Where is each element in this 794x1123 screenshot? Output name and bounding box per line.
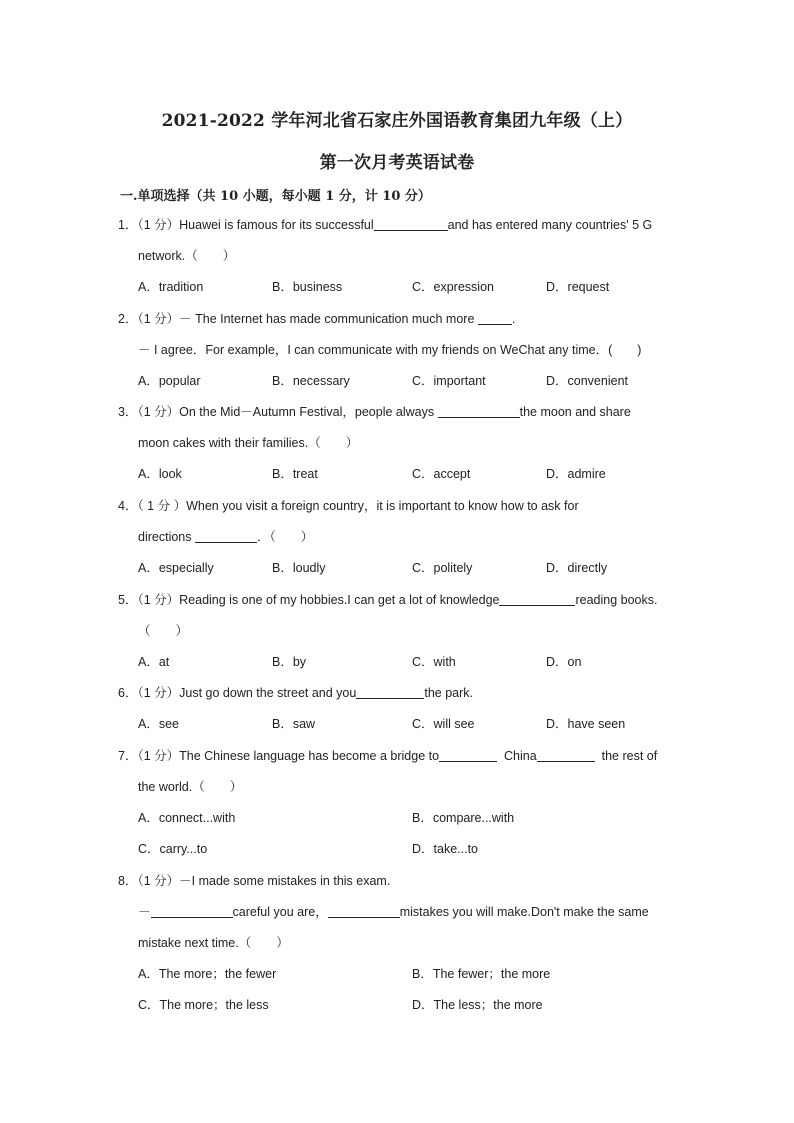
answer-blank <box>478 310 512 325</box>
options-row <box>118 272 678 303</box>
question-text: －I made some mistakes in this exam. <box>179 874 391 888</box>
option-d[interactable]: D．have seen <box>546 717 626 731</box>
question-text: Huawei is famous for its successful <box>179 218 374 232</box>
options-row <box>118 834 678 865</box>
option-b[interactable]: B．necessary <box>272 374 350 388</box>
option-b[interactable]: B．compare...with <box>412 811 515 825</box>
question-continuation: － I agree．For example，I can communicate with my friends on WeChat any time．( ) <box>138 343 642 357</box>
option-d[interactable]: D．take...to <box>412 842 478 856</box>
question-5 <box>118 585 678 678</box>
option-a[interactable]: A．at <box>138 655 170 669</box>
answer-blank <box>328 903 400 918</box>
question-text: － <box>138 905 151 919</box>
options-row <box>118 959 678 990</box>
question-text: the rest of <box>601 749 658 763</box>
question-text: mistakes you will make.Don't make the same <box>399 905 649 919</box>
question-text: The Chinese language has become a bridge to <box>179 749 440 763</box>
question-text: － The Internet has made communication much more <box>179 312 475 326</box>
question-8 <box>118 866 678 1021</box>
question-text: directions <box>138 530 192 544</box>
option-d[interactable]: D．request <box>546 280 610 294</box>
option-a[interactable]: A．look <box>138 467 182 481</box>
question-4 <box>118 491 678 584</box>
question-continuation: moon cakes with their families.（ ） <box>138 436 359 450</box>
options-row <box>118 366 678 397</box>
question-number: 4．（ 1 分 ） <box>118 499 187 513</box>
option-c[interactable]: C．important <box>412 374 486 388</box>
options-row <box>118 803 678 834</box>
options-row <box>118 553 678 584</box>
answer-blank <box>195 528 257 543</box>
options-row <box>118 709 678 740</box>
option-d[interactable]: D．convenient <box>546 374 628 388</box>
option-c[interactable]: C．with <box>412 655 456 669</box>
option-c[interactable]: C．will see <box>412 717 475 731</box>
question-number: 8．（1 分） <box>118 874 180 888</box>
question-number: 7．（1 分） <box>118 749 180 763</box>
options-row <box>118 647 678 678</box>
answer-blank <box>151 903 233 918</box>
option-b[interactable]: B．treat <box>272 467 318 481</box>
question-number: 2．（1 分） <box>118 312 180 326</box>
option-b[interactable]: B．by <box>272 655 307 669</box>
question-text: the park. <box>424 686 473 700</box>
answer-blank <box>374 216 448 231</box>
question-text: careful you are， <box>232 905 328 919</box>
exam-title-line1: 2021-2022 学年河北省石家庄外国语教育集团九年级（上） <box>161 111 633 131</box>
question-1 <box>118 210 678 303</box>
options-row <box>118 990 678 1021</box>
question-text: reading books. <box>575 593 658 607</box>
answer-blank <box>499 591 575 606</box>
option-b[interactable]: B．saw <box>272 717 316 731</box>
question-continuation: network.（ ） <box>138 249 236 263</box>
option-a[interactable]: A．The more；the fewer <box>138 967 277 981</box>
question-3 <box>118 397 678 490</box>
question-6 <box>118 678 678 740</box>
question-text: . <box>511 312 516 326</box>
option-c[interactable]: C．The more；the less <box>138 998 269 1012</box>
section-heading: 一.单项选择（共 10 小题，每小题 1 分，计 10 分） <box>120 189 431 204</box>
option-d[interactable]: D．on <box>546 655 582 669</box>
question-number: 6．（1 分） <box>118 686 180 700</box>
question-2 <box>118 304 678 397</box>
question-text: On the Mid－Autumn Festival，people always <box>179 405 435 419</box>
option-d[interactable]: D．directly <box>546 561 608 575</box>
exam-title-line2: 第一次月考英语试卷 <box>319 153 475 173</box>
question-text: When you visit a foreign country，it is important to know how to ask for <box>186 499 579 513</box>
answer-blank <box>438 403 520 418</box>
question-text: and has entered many countries' 5 G <box>447 218 653 232</box>
option-a[interactable]: A．connect...with <box>138 811 236 825</box>
option-a[interactable]: A．popular <box>138 374 201 388</box>
option-d[interactable]: D．admire <box>546 467 606 481</box>
option-c[interactable]: C．expression <box>412 280 494 294</box>
question-number: 3．（1 分） <box>118 405 180 419</box>
question-text: Just go down the street and you <box>179 686 357 700</box>
question-number: 5．（1 分） <box>118 593 180 607</box>
option-a[interactable]: A．tradition <box>138 280 204 294</box>
option-c[interactable]: C．politely <box>412 561 473 575</box>
option-c[interactable]: C．accept <box>412 467 471 481</box>
option-b[interactable]: B．The fewer；the more <box>412 967 551 981</box>
question-text: ．（ ） <box>256 530 314 544</box>
question-continuation: （ ） <box>138 624 189 638</box>
answer-blank <box>537 747 595 762</box>
option-b[interactable]: B．business <box>272 280 343 294</box>
option-b[interactable]: B．loudly <box>272 561 326 575</box>
answer-blank <box>439 747 497 762</box>
options-row <box>118 459 678 490</box>
question-continuation: the world.（ ） <box>138 780 243 794</box>
option-a[interactable]: A．see <box>138 717 179 731</box>
answer-blank <box>356 684 424 699</box>
question-continuation: mistake next time.（ ） <box>138 936 289 950</box>
option-c[interactable]: C．carry...to <box>138 842 208 856</box>
question-text: Reading is one of my hobbies.I can get a lot of knowledge <box>179 593 500 607</box>
question-7 <box>118 741 678 865</box>
question-text: China <box>504 749 537 763</box>
question-number: 1．（1 分） <box>118 218 180 232</box>
option-a[interactable]: A．especially <box>138 561 214 575</box>
question-text: the moon and share <box>519 405 631 419</box>
option-d[interactable]: D．The less；the more <box>412 998 543 1012</box>
